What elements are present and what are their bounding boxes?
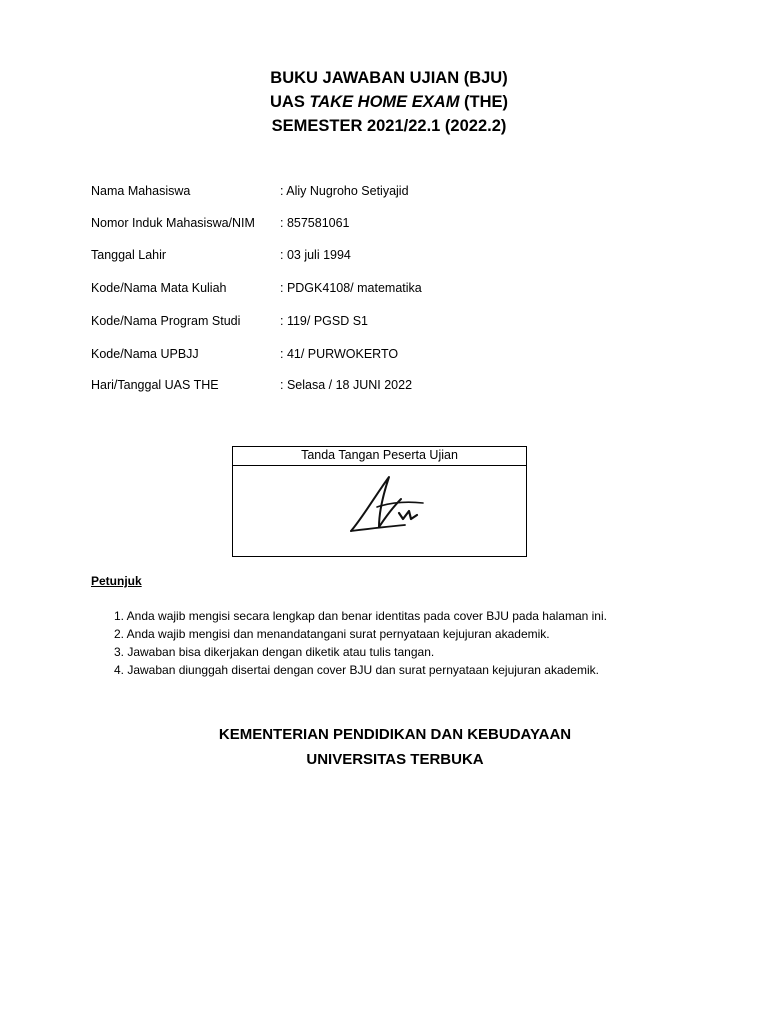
- field-value: : Aliy Nugroho Setiyajid: [280, 184, 409, 198]
- instruction-item: 1. Anda wajib mengisi secara lengkap dan benar identitas pada cover BJU pada halaman ini.: [114, 609, 607, 623]
- university-name: UNIVERSITAS TERBUKA: [306, 751, 484, 768]
- instruction-item: 3. Jawaban bisa dikerjakan dengan diketik atau tulis tangan.: [114, 645, 435, 659]
- field-label: Kode/Nama Mata Kuliah: [91, 281, 227, 295]
- field-value: : 03 juli 1994: [280, 248, 351, 262]
- instruction-item: 4. Jawaban diunggah disertai dengan cover BJU dan surat pernyataan kejujuran akademik.: [114, 663, 599, 677]
- document-header: [0, 66, 768, 138]
- header-subtitle-post: (THE): [459, 93, 509, 111]
- field-label: Nomor Induk Mahasiswa/NIM: [91, 216, 255, 230]
- header-subtitle-pre: UAS: [269, 93, 310, 111]
- institution-footer: [0, 722, 768, 772]
- field-label: Hari/Tanggal UAS THE: [91, 378, 219, 392]
- field-value: : 119/ PGSD S1: [280, 314, 369, 328]
- field-value: : 41/ PURWOKERTO: [280, 347, 399, 361]
- ministry-name: KEMENTERIAN PENDIDIKAN DAN KEBUDAYAAN: [218, 726, 572, 743]
- field-value: : 857581061: [280, 216, 350, 230]
- instruction-item: 2. Anda wajib mengisi dan menandatangani surat pernyataan kejujuran akademik.: [114, 627, 550, 641]
- petunjuk-title: Petunjuk: [91, 574, 142, 588]
- signature-image: [343, 469, 433, 539]
- field-label: Kode/Nama Program Studi: [91, 314, 241, 328]
- header-subtitle: [0, 90, 768, 114]
- field-label: Kode/Nama UPBJJ: [91, 347, 199, 361]
- instruction-list: [114, 607, 607, 679]
- field-label: Tanggal Lahir: [91, 248, 167, 262]
- header-title: BUKU JAWABAN UJIAN (BJU): [270, 69, 508, 87]
- field-value: : Selasa / 18 JUNI 2022: [280, 378, 413, 392]
- field-label: Nama Mahasiswa: [91, 184, 191, 198]
- field-value: : PDGK4108/ matematika: [280, 281, 422, 295]
- signature-box: [232, 446, 527, 557]
- header-semester: SEMESTER 2021/22.1 (2022.2): [271, 117, 507, 135]
- signature-caption: Tanda Tangan Peserta Ujian: [233, 447, 526, 466]
- header-subtitle-italic: TAKE HOME EXAM: [309, 93, 460, 111]
